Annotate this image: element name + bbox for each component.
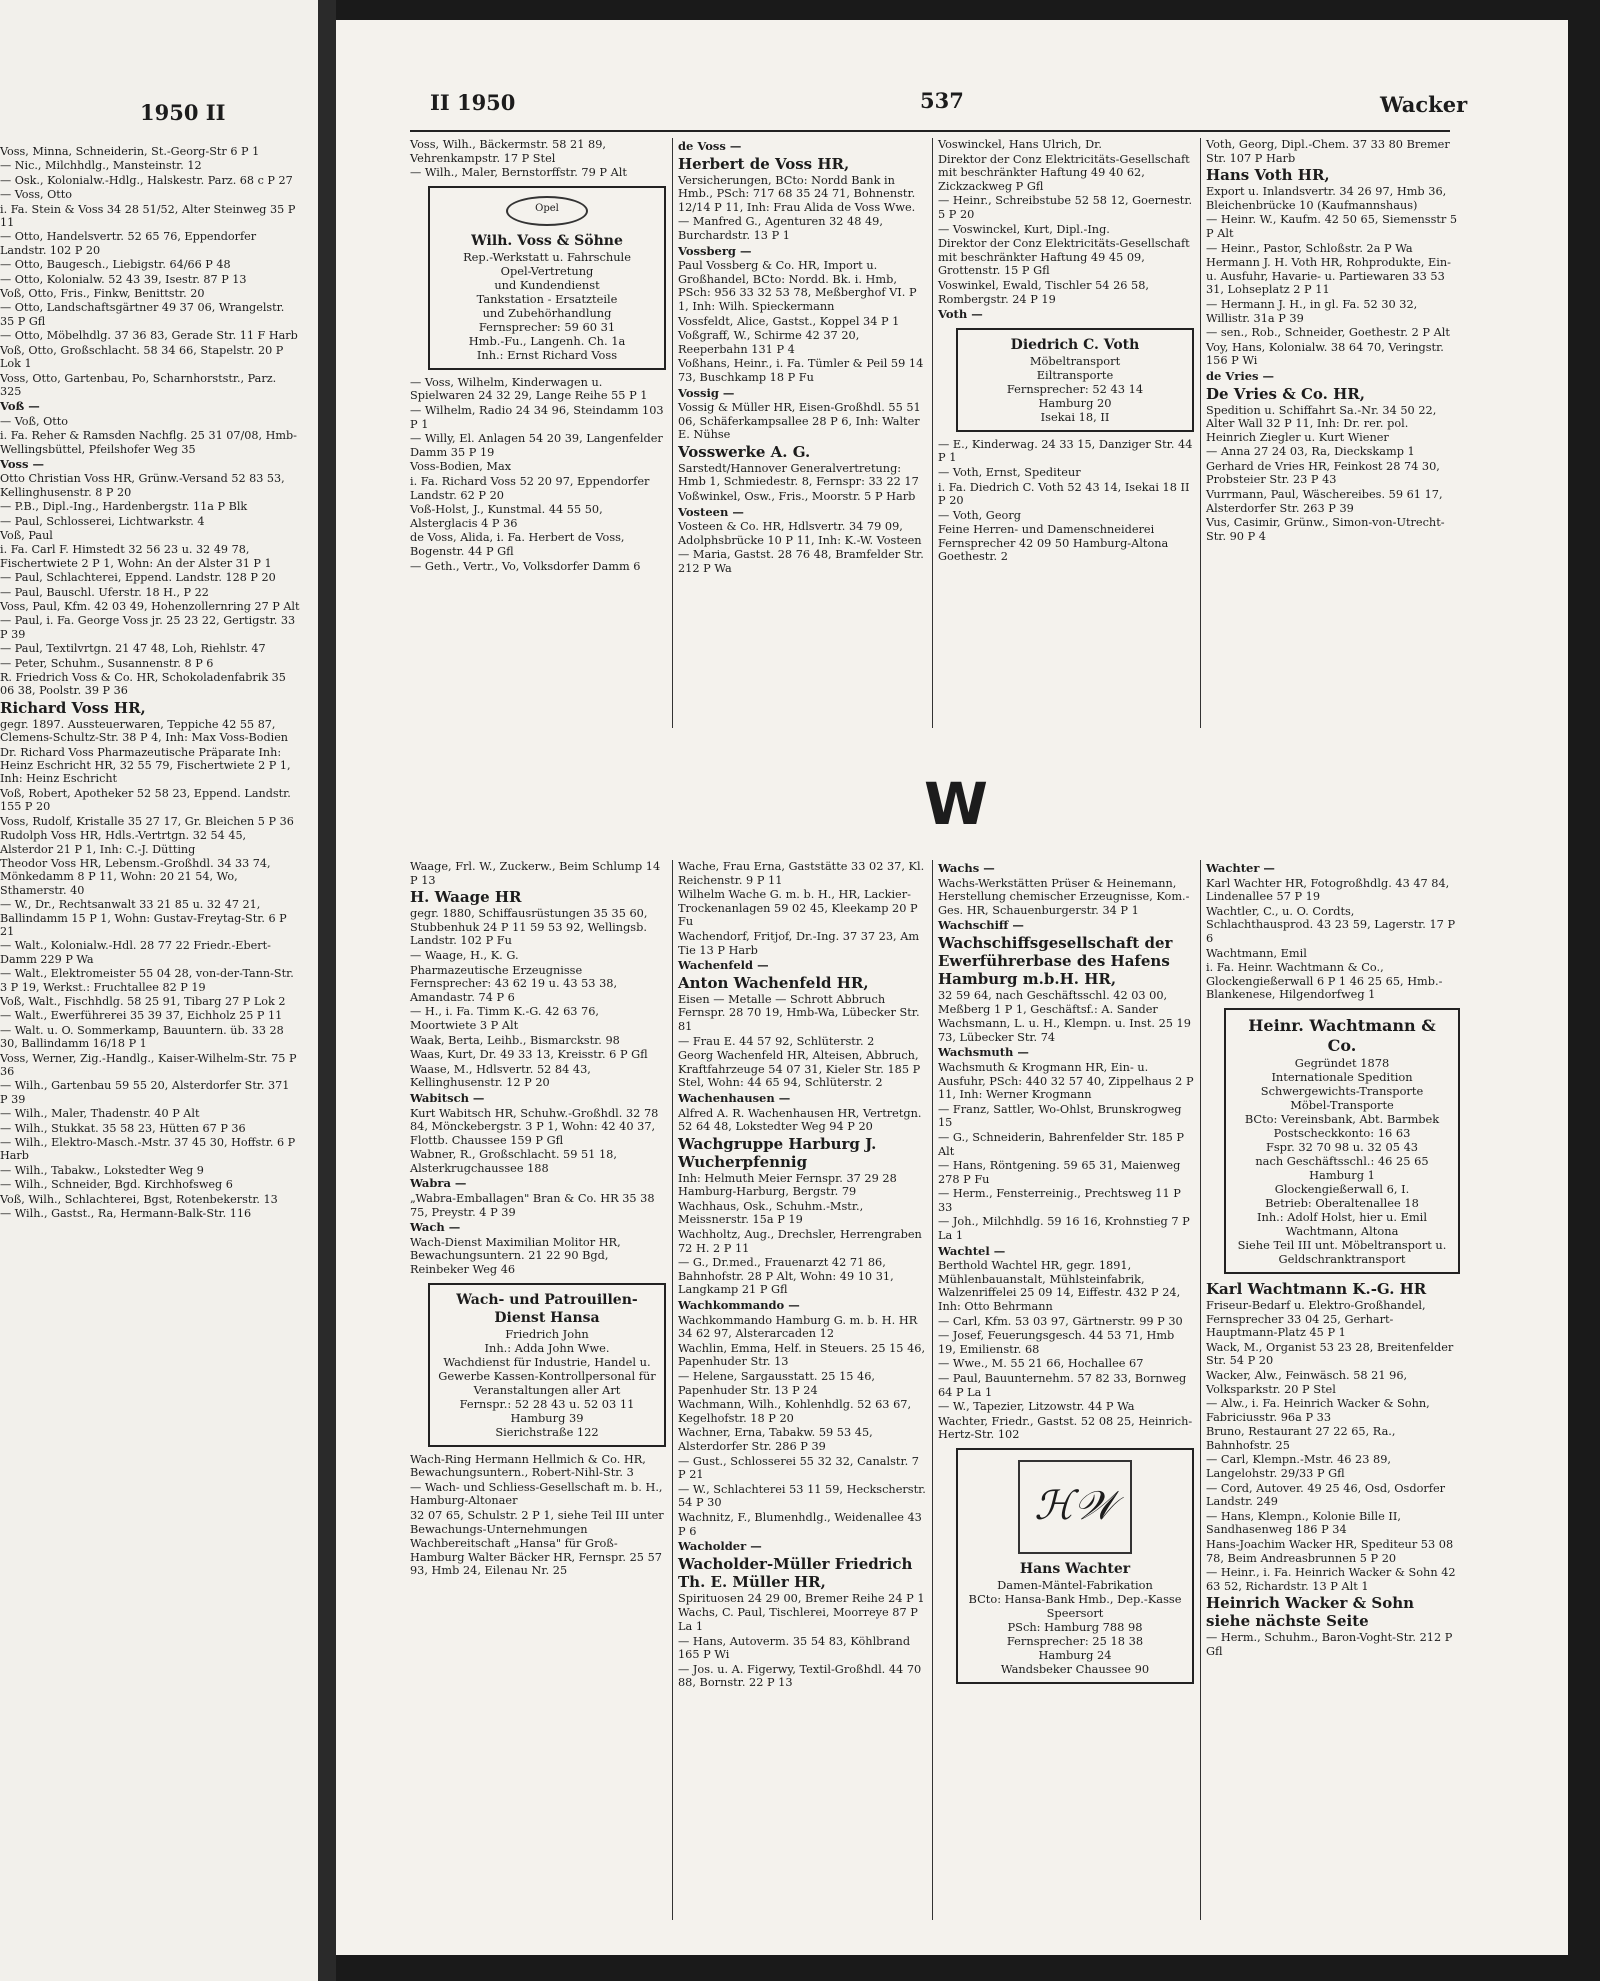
directory-entry: Friseur-Bedarf u. Elektro-Großhandel, Fernsprecher 33 04 25, Gerhart-Hauptmann-Platz 45 P 1: [1206, 1298, 1426, 1340]
directory-entry: Voßgraff, W., Schirme 42 37 20, Reeperbahn 131 P 4: [678, 329, 860, 356]
left-page: [0, 0, 318, 1981]
directory-entry: — Paul, i. Fa. George Voss jr. 25 23 22, Gertigstr. 33 P 39: [0, 614, 296, 641]
directory-entry: — Paul, Bauunternehm. 57 82 33, Bornweg 64 P La 1: [938, 1372, 1187, 1399]
directory-entry: Wachholtz, Aug., Drechsler, Herrengraben 72 H. 2 P 11: [678, 1228, 922, 1255]
ad-wach-dienst-hansa: [428, 1283, 666, 1447]
directory-entry: — Heinr., Pastor, Schloßstr. 2a P Wa: [1206, 241, 1413, 255]
directory-entry: — Hans, Autoverm. 35 54 83, Köhlbrand 165 P Wi: [678, 1634, 911, 1662]
directory-entry: — Wilh., Stukkat. 35 58 23, Hütten 67 P 36: [0, 1121, 246, 1135]
directory-entry: — Wilh., Maler, Bernstorffstr. 79 P Alt: [410, 166, 627, 180]
directory-entry: — Wilh., Schneider, Bgd. Kirchhofsweg 6: [0, 1178, 233, 1192]
directory-entry: Voßhans, Heinr., i. Fa. Tümler & Peil 59 14 73, Buschkamp 18 P Fu: [678, 357, 924, 384]
ad-line: Opel-Vertretung: [500, 263, 594, 278]
directory-entry: Voßwinkel, Osw., Fris., Moorstr. 5 P Harb: [678, 490, 916, 504]
directory-entry: de Voss —: [678, 139, 742, 153]
directory-entry: — Voss, Wilhelm, Kinderwagen u. Spielwaren 24 32 29, Lange Reihe 55 P 1: [410, 375, 648, 403]
ad-line: BCto: Vereinsbank, Abt. Barmbek: [1244, 1111, 1440, 1126]
directory-entry: Voß, Otto, Fris., Finkw, Benittstr. 20: [0, 287, 205, 301]
directory-entry: i. Fa. Diedrich C. Voth 52 43 14, Isekai 18 II P 20: [938, 480, 1190, 508]
directory-entry: Voss —: [0, 456, 44, 471]
directory-entry: Waas, Kurt, Dr. 49 33 13, Kreisstr. 6 P Gfl: [410, 1048, 648, 1062]
directory-entry: Vosteen —: [678, 504, 744, 519]
left-page-column: [0, 145, 300, 1221]
directory-entry: Hermann J. H. Voth HR, Rohprodukte, Ein- u. Ausfuhr, Havarie- u. Partiewaren 33 53 31, Lohseplatz 2 P 11: [1206, 256, 1451, 297]
directory-entry: Inh: Helmuth Meier Fernspr. 37 29 28 Hamburg-Harburg, Bergstr. 79: [678, 1171, 897, 1199]
ad-line: nach Geschäftsschl.: 46 25 65: [1255, 1153, 1429, 1168]
left-page-header: 1950 II: [140, 100, 226, 125]
directory-entry: Berthold Wachtel HR, gegr. 1891, Mühlenbauanstalt, Mühlsteinfabrik, Walzenriffelei 25 09 14, Eiffestr. 432 P 24, Inh: Otto Behrmann: [938, 1259, 1181, 1314]
directory-entry: Wachs —: [938, 861, 995, 875]
directory-entry: gegr. 1897. Aussteuerwaren, Teppiche 42 55 87, Clemens-Schultz-Str. 38 P 4, Inh: Max Voss-Bodien: [0, 717, 289, 745]
directory-entry: Hans-Joachim Wacker HR, Spediteur 53 08 78, Beim Andreasbrunnen 5 P 20: [1206, 1538, 1454, 1565]
ad-line: Tankstation - Ersatzteile: [476, 291, 618, 306]
directory-entry: — Voß, Otto: [0, 414, 69, 428]
directory-entry: Voß, Wilh., Schlachterei, Bgst, Rotenbekerstr. 13: [0, 1192, 278, 1206]
column-3-bottom: [938, 860, 1194, 1690]
directory-entry: Richard Voss HR,: [0, 698, 146, 717]
directory-entry: Wachs-Werkstätten Prüser & Heinemann, Herstellung chemischer Erzeugnisse, Kom.-Ges. HR, Schauenburgerstr. 34 P 1: [938, 876, 1190, 917]
opel-badge: Opel: [506, 196, 588, 226]
directory-entry: — Gust., Schlosserei 55 32 32, Canalstr. 7 P 21: [678, 1454, 919, 1482]
directory-entry: Wachsmuth & Krogmann HR, Ein- u. Ausfuhr, PSch: 440 32 57 40, Zippelhaus 2 P 11, Inh: Werner Krogmann: [938, 1060, 1194, 1102]
directory-entry: De Vries & Co. HR,: [1206, 384, 1365, 403]
column-4-bottom: [1206, 860, 1460, 1660]
directory-entry: — Heinr., i. Fa. Heinrich Wacker & Sohn 42 63 52, Richardstr. 13 P Alt 1: [1206, 1566, 1456, 1593]
directory-entry: — Walt. u. O. Sommerkamp, Bauuntern. üb. 33 28 30, Ballindamm 16/18 P 1: [0, 1023, 284, 1051]
directory-entry: — Voth, Georg: [938, 508, 1021, 522]
ad-line: Schwergewichts-Transporte: [1260, 1083, 1424, 1098]
directory-entry: Sarstedt/Hannover Generalvertretung: Hmb 1, Schmiedestr. 8, Fernspr: 33 22 17: [678, 461, 919, 489]
directory-entry: Wachendorf, Fritjof, Dr.-Ing. 37 37 23, Am Tie 13 P Harb: [678, 929, 920, 957]
directory-entry: Voß, Walt., Fischhdlg. 58 25 91, Tibarg 27 P Lok 2: [0, 994, 286, 1008]
directory-entry: Wabner, R., Großschlacht. 59 51 18, Alsterkrugchaussee 188: [410, 1148, 617, 1175]
directory-entry: Herbert de Voss HR,: [678, 154, 850, 173]
directory-entry: Rudolph Voss HR, Hdls.-Vertrtgn. 32 54 45, Alsterdor 21 P 1, Inh: C.-J. Dütting: [0, 829, 247, 856]
directory-entry: Wachkommando Hamburg G. m. b. H. HR 34 62 97, Alsterarcaden 12: [678, 1313, 918, 1341]
ad-line: Eiltransporte: [1036, 367, 1114, 382]
directory-entry: Gerhard de Vries HR, Feinkost 28 74 30, Probsteier Str. 23 P 43: [1206, 459, 1440, 487]
directory-entry: Voss, Rudolf, Kristalle 35 27 17, Gr. Bleichen 5 P 36: [0, 814, 294, 828]
hw-logo: ℋ𝒲: [1018, 1460, 1132, 1554]
directory-entry: — Otto, Kolonialw. 52 43 39, Isestr. 87 P 13: [0, 272, 247, 286]
column-3-top: [938, 138, 1194, 565]
directory-entry: Wach-Dienst Maximilian Molitor HR, Bewachungsuntern. 21 22 90 Bgd, Reinbeker Weg 46: [410, 1235, 621, 1277]
directory-entry: Voswinckel, Hans Ulrich, Dr.: [938, 138, 1102, 151]
ad-line: Internationale Spedition: [1271, 1069, 1413, 1084]
directory-entry: Wachner, Erna, Tabakw. 59 53 45, Alsterdorfer Str. 286 P 39: [678, 1426, 873, 1453]
directory-entry: Wabitsch —: [410, 1090, 485, 1105]
directory-entry: 32 07 65, Schulstr. 2 P 1, siehe Teil III unter Bewachungs-Unternehmungen: [410, 1509, 664, 1536]
ad-line: Hamburg 20: [1038, 395, 1112, 410]
directory-entry: Paul Vossberg & Co. HR, Import u. Großhandel, BCto: Nordd. Bk. i. Hmb, PSch: 956 33 32 53 78, Meßberghof VI. P 1, Inh: Wilh. Spieckermann: [678, 259, 917, 313]
page-number: 537: [920, 88, 964, 113]
directory-entry: — Wilh., Gartenbau 59 55 20, Alsterdorfer Str. 371 P 39: [0, 1079, 290, 1106]
directory-entry: Voss, Paul, Kfm. 42 03 49, Hohenzollernring 27 P Alt: [0, 600, 300, 613]
directory-entry: Karl Wachter HR, Fotogroßhdlg. 43 47 84, Lindenallee 57 P 19: [1206, 876, 1450, 904]
directory-entry: Direktor der Conz Elektricitäts-Gesellschaft mit beschränkter Haftung 49 45 09, Grottenstr. 15 P Gfl: [938, 237, 1190, 278]
ad-hans-wachter: [956, 1448, 1194, 1684]
directory-entry: — Anna 27 24 03, Ra, Dieckskamp 1: [1206, 445, 1415, 459]
directory-entry: Wachtmann, Emil: [1206, 946, 1307, 960]
ad-line: Fernsprecher: 59 60 31: [478, 319, 616, 334]
ad-heinr-wachtmann: [1224, 1008, 1460, 1274]
ad-line: Glockengießerwall 6, I.: [1274, 1181, 1410, 1196]
directory-entry: — Voswinckel, Kurt, Dipl.-Ing.: [938, 222, 1110, 236]
ad-line: Sierichstraße 122: [495, 1424, 599, 1439]
ad-line: Rep.-Werkstatt u. Fahrschule: [463, 249, 631, 264]
directory-entry: Wachlin, Emma, Helf. in Steuers. 25 15 46, Papenhuder Str. 13: [678, 1341, 926, 1369]
directory-entry: Bruno, Restaurant 27 22 65, Ra., Bahnhofstr. 25: [1206, 1425, 1396, 1452]
directory-entry: Voss, Otto, Gartenbau, Po, Scharnhorststr., Parz. 325: [0, 371, 277, 398]
directory-entry: — G., Schneiderin, Bahrenfelder Str. 185 P Alt: [938, 1130, 1185, 1158]
directory-entry: Vosteen & Co. HR, Hdlsvertr. 34 79 09, Adolphsbrücke 10 P 11, Inh: K.-W. Vosteen: [678, 520, 922, 547]
directory-entry: Vossberg —: [678, 243, 752, 258]
page-header-keyword: Wacker: [1380, 92, 1468, 117]
directory-entry: Wachkommando —: [678, 1298, 800, 1313]
ad-line: Fspr. 32 70 98 u. 32 05 43: [1265, 1139, 1419, 1154]
directory-entry: — G., Dr.med., Frauenarzt 42 71 86, Bahnhofstr. 28 P Alt, Wohn: 49 10 31, Langkamp 21 P Gfl: [678, 1256, 894, 1297]
ad-line: Friedrich John: [505, 1326, 589, 1341]
directory-entry: i. Fa. Reher & Ramsden Nachflg. 25 31 07/08, Hmb-Wellingsbüttel, Pfeilshofer Weg 35: [0, 429, 297, 456]
directory-entry: — Voss, Otto: [0, 188, 73, 202]
directory-entry: — Wilh., Elektro-Masch.-Mstr. 37 45 30, Hoffstr. 6 P Harb: [0, 1136, 296, 1163]
directory-entry: Wilhelm Wache G. m. b. H., HR, Lackier-Trockenanlagen 59 02 45, Kleekamp 20 P Fu: [678, 888, 918, 929]
directory-entry: i. Fa. Richard Voss 52 20 97, Eppendorfer Landstr. 62 P 20: [410, 474, 650, 502]
directory-entry: Wacholder —: [678, 1539, 762, 1554]
directory-entry: — W., Dr., Rechtsanwalt 33 21 85 u. 32 47 21, Ballindamm 15 P 1, Wohn: Gustav-Freytag-Str. 6 P 21: [0, 898, 287, 938]
directory-entry: de Vries —: [1206, 368, 1275, 383]
directory-entry: — Wilhelm, Radio 24 34 96, Steindamm 103 P 1: [410, 403, 664, 431]
directory-entry: gegr. 1880, Schiffausrüstungen 35 35 60, Stubbenhuk 24 P 11 59 53 92, Wellingsb. Landstr. 102 P Fu: [410, 907, 648, 948]
directory-entry: Wachenfeld —: [678, 958, 769, 973]
directory-entry: i. Fa. Heinr. Wachtmann & Co., Glockengießerwall 6 P 1 46 25 65, Hmb.-Blankenese, Hilgendorfweg 1: [1206, 961, 1443, 1002]
directory-entry: Wachgruppe Harburg J. Wucherpfennig: [678, 1134, 877, 1171]
directory-entry: Voß, Otto, Großschlacht. 58 34 66, Stapelstr. 20 P Lok 1: [0, 343, 284, 371]
directory-entry: Wache, Frau Erna, Gaststätte 33 02 37, Kl. Reichenstr. 9 P 11: [678, 860, 925, 887]
column-1-top: [410, 138, 666, 574]
directory-entry: — Otto, Möbelhdlg. 37 36 83, Gerade Str. 11 F Harb: [0, 329, 298, 343]
directory-entry: — Joh., Milchhdlg. 59 16 16, Krohnstieg 7 P La 1: [938, 1215, 1190, 1243]
directory-entry: — Franz, Sattler, Wo-Ohlst, Brunskrogweg 15: [938, 1102, 1182, 1130]
directory-entry: Voss, Minna, Schneiderin, St.-Georg-Str 6 P 1: [0, 145, 260, 158]
directory-entry: — Nic., Milchhdlg., Mansteinstr. 12: [0, 159, 202, 173]
ad-line: Hamburg 24: [1038, 1647, 1112, 1662]
directory-entry: Voss-Bodien, Max: [410, 460, 512, 474]
directory-entry: Heinrich Wacker & Sohn siehe nächste Seite: [1206, 1594, 1415, 1631]
ad-line: Inh.: Ernst Richard Voss: [476, 347, 618, 362]
directory-entry: Vosswerke A. G.: [678, 442, 811, 461]
ad-line: Hamburg 39: [510, 1410, 584, 1425]
directory-entry: Anton Wachenfeld HR,: [678, 973, 869, 992]
ad-wilh-voss: [428, 186, 666, 370]
directory-entry: — Paul, Bauschl. Uferstr. 18 H., P 22: [0, 585, 209, 599]
column-divider: [1200, 138, 1201, 728]
directory-entry: Alfred A. R. Wachenhausen HR, Vertretgn. 52 64 48, Lokstedter Weg 94 P 20: [678, 1106, 922, 1134]
directory-entry: — Hermann J. H., in gl. Fa. 52 30 32, Willistr. 31a P 39: [1206, 297, 1418, 325]
directory-entry: Karl Wachtmann K.-G. HR: [1206, 1279, 1427, 1298]
directory-entry: — Wilh., Tabakw., Lokstedter Weg 9: [0, 1163, 204, 1177]
ad-line: Isekai 18, II: [1040, 409, 1110, 424]
column-divider: [672, 138, 673, 728]
directory-entry: — Heinr. W., Kaufm. 42 50 65, Siemensstr 5 P Alt: [1206, 213, 1458, 240]
column-divider: [1200, 860, 1201, 1920]
header-rule: [410, 130, 1450, 132]
ad-line: PSch: Hamburg 788 98: [1007, 1619, 1143, 1634]
directory-entry: — Herm., Schuhm., Baron-Voght-Str. 212 P Gfl: [1206, 1631, 1453, 1658]
directory-entry: Waage, Frl. W., Zuckerw., Beim Schlump 14 P 13: [410, 860, 661, 887]
ad-line: und Kundendienst: [494, 277, 600, 292]
directory-entry: — Paul, Schlachterei, Eppend. Landstr. 128 P 20: [0, 571, 276, 585]
directory-entry: Wacker, Alw., Feinwäsch. 58 21 96, Volksparkstr. 20 P Stel: [1206, 1368, 1408, 1396]
ad-title: Wilh. Voss & Söhne: [471, 232, 623, 249]
directory-entry: — Otto, Landschaftsgärtner 49 37 06, Wrangelstr. 35 P Gfl: [0, 301, 285, 328]
directory-entry: Vossig —: [678, 385, 735, 400]
directory-entry: — Cord, Autover. 49 25 46, Osd, Osdorfer Landstr. 249: [1206, 1481, 1446, 1509]
directory-entry: Wach —: [410, 1220, 461, 1235]
ad-line: Inh.: Adolf Holst, hier u. Emil Wachtmann, Altona: [1257, 1209, 1427, 1238]
column-2-bottom: [678, 860, 926, 1691]
book-gutter: [318, 0, 336, 1981]
directory-entry: — Otto, Handelsvertr. 52 65 76, Eppendorfer Landstr. 102 P 20: [0, 230, 257, 257]
ad-line: Damen-Mäntel-Fabrikation: [997, 1577, 1153, 1592]
directory-entry: — Wwe., M. 55 21 66, Hochallee 67: [938, 1357, 1144, 1371]
directory-entry: Wachs, C. Paul, Tischlerei, Moorreye 87 P La 1: [678, 1606, 918, 1633]
directory-entry: Otto Christian Voss HR, Grünw.-Versand 52 83 53, Kellinghusenstr. 8 P 20: [0, 472, 285, 499]
directory-entry: Spirituosen 24 29 00, Bremer Reihe 24 P 1: [678, 1591, 925, 1605]
directory-entry: — Voth, Ernst, Spediteur: [938, 465, 1081, 479]
directory-entry: Wachnitz, F., Blumenhdlg., Weidenallee 43 P 6: [678, 1510, 922, 1538]
directory-entry: — Maria, Gastst. 28 76 48, Bramfelder Str. 212 P Wa: [678, 548, 924, 576]
directory-entry: Wach-Ring Hermann Hellmich & Co. HR, Bewachungsuntern., Robert-Nihl-Str. 3: [410, 1452, 646, 1480]
directory-entry: — Carl, Kfm. 53 03 97, Gärtnerstr. 99 P 30: [938, 1314, 1183, 1328]
directory-entry: — Hans, Röntgening. 59 65 31, Maienweg 278 P Fu: [938, 1159, 1181, 1186]
ad-line: Wandsbeker Chaussee 90: [1000, 1661, 1150, 1676]
directory-entry: i. Fa. Carl F. Himstedt 32 56 23 u. 32 49 78, Fischertwiete 2 P 1, Wohn: An der Alster 31 P 1: [0, 543, 272, 570]
directory-entry: Vurrmann, Paul, Wäschereibes. 59 61 17, Alsterdorfer Str. 263 P 39: [1206, 488, 1443, 515]
column-divider: [932, 138, 933, 728]
directory-entry: — Hans, Klempn., Kolonie Bille II, Sandhasenweg 186 P 34: [1206, 1509, 1401, 1537]
directory-entry: — Carl, Klempn.-Mstr. 46 23 89, Langelohstr. 29/33 P Gfl: [1206, 1453, 1391, 1481]
directory-entry: R. Friedrich Voss & Co. HR, Schokoladenfabrik 35 06 38, Poolstr. 39 P 36: [0, 671, 286, 698]
directory-entry: Eisen — Metalle — Schrott Abbruch Fernspr. 28 70 19, Hmb-Wa, Lübecker Str. 81: [678, 992, 920, 1033]
ad-line: Fernsprecher: 25 18 38: [1006, 1633, 1144, 1648]
directory-entry: — sen., Rob., Schneider, Goethestr. 2 P Alt: [1206, 326, 1450, 340]
ad-line: Wachdienst für Industrie, Handel u. Gewerbe Kassen-Kontrollpersonal für Veranstaltungen aller Art: [438, 1354, 656, 1397]
directory-entry: Wachter, Friedr., Gastst. 52 08 25, Heinrich-Hertz-Str. 102: [938, 1414, 1193, 1442]
directory-entry: Wachsmuth —: [938, 1045, 1029, 1060]
directory-entry: Voss, Wilh., Bäckermstr. 58 21 89, Vehrenkampstr. 17 P Stel: [410, 138, 606, 165]
directory-entry: — Walt., Ewerführerei 35 39 37, Eichholz 25 P 11: [0, 1009, 283, 1023]
directory-entry: Wachschiff —: [938, 918, 1024, 933]
directory-entry: — Peter, Schuhm., Susannenstr. 8 P 6: [0, 656, 214, 670]
directory-entry: — Geth., Vertr., Vo, Volksdorfer Damm 6: [410, 559, 641, 573]
directory-entry: Wabra —: [410, 1176, 467, 1191]
directory-entry: — H., i. Fa. Timm K.-G. 42 63 76, Moortwiete 3 P Alt: [410, 1005, 600, 1032]
directory-entry: — W., Schlachterei 53 11 59, Heckscherstr. 54 P 30: [678, 1482, 926, 1510]
directory-entry: — Herm., Fensterreinig., Prechtsweg 11 P 33: [938, 1187, 1181, 1214]
directory-entry: Feine Herren- und Damenschneiderei Fernsprecher 42 09 50 Hamburg-Altona Goethestr. 2: [938, 523, 1169, 564]
directory-entry: — Paul, Textilvrtgn. 21 47 48, Loh, Riehlstr. 47: [0, 642, 266, 656]
ad-line: Betrieb: Oberaltenallee 18: [1265, 1195, 1419, 1210]
ad-line: Postscheckkonto: 16 63: [1273, 1125, 1411, 1140]
directory-entry: Voß, Robert, Apotheker 52 58 23, Eppend. Landstr. 155 P 20: [0, 786, 291, 814]
directory-entry: Wachbereitschaft „Hansa" für Groß-Hamburg Walter Bäcker HR, Fernspr. 25 57 93, Hmb 24, Eilenau Nr. 25: [410, 1537, 662, 1578]
directory-entry: — Walt., Kolonialw.-Hdl. 28 77 22 Friedr.-Ebert-Damm 229 P Wa: [0, 939, 271, 966]
directory-entry: Wachhaus, Osk., Schuhm.-Mstr., Meissnerstr. 15a P 19: [678, 1199, 864, 1227]
directory-entry: Theodor Voss HR, Lebensm.-Großhdl. 34 33 74, Mönkedamm 8 P 11, Wohn: 20 21 54, Wo, Sthamerstr. 40: [0, 856, 271, 897]
directory-entry: Hans Voth HR,: [1206, 166, 1330, 185]
directory-entry: Vossfeldt, Alice, Gastst., Koppel 34 P 1: [678, 314, 900, 328]
directory-entry: — Willy, El. Anlagen 54 20 39, Langenfelder Damm 35 P 19: [410, 432, 663, 459]
directory-entry: — Otto, Baugesch., Liebigstr. 64/66 P 48: [0, 258, 231, 272]
ad-diedrich-voth: [956, 328, 1194, 432]
section-letter: W: [924, 770, 988, 838]
directory-entry: 32 59 64, nach Geschäftsschl. 42 03 00, Meßberg 1 P 1, Geschäftsf.: A. Sander: [938, 988, 1168, 1016]
directory-entry: — Frau E. 44 57 92, Schlüterstr. 2: [678, 1034, 875, 1048]
directory-entry: Voß-Holst, J., Kunstmal. 44 55 50, Alsterglacis 4 P 36: [410, 503, 603, 530]
directory-entry: — Wilh., Gastst., Ra, Hermann-Balk-Str. 116: [0, 1207, 252, 1221]
right-page: [336, 20, 1568, 1955]
ad-line: Inh.: Adda John Wwe.: [484, 1340, 610, 1355]
directory-entry: Voswinkel, Ewald, Tischler 54 26 58, Rombergstr. 24 P 19: [938, 278, 1150, 306]
column-1-bottom: [410, 860, 666, 1579]
directory-entry: Waase, M., Hdlsvertr. 52 84 43, Kellinghusenstr. 12 P 20: [410, 1062, 591, 1090]
ad-title: Heinr. Wachtmann & Co.: [1248, 1015, 1436, 1055]
page-header-year: II 1950: [430, 90, 516, 115]
directory-entry: Wachmann, Wilh., Kohlenhdlg. 52 63 67, Kegelhofstr. 18 P 20: [678, 1398, 912, 1425]
ad-line: und Zubehörhandlung: [482, 305, 612, 320]
ad-line: Hmb.-Fu., Langenh. Ch. 1a: [468, 333, 626, 348]
directory-entry: — Josef, Feuerungsgesch. 44 53 71, Hmb 19, Emilienstr. 68: [938, 1329, 1175, 1356]
ad-line: Siehe Teil III unt. Möbeltransport u. Geldschranktransport: [1237, 1237, 1447, 1266]
directory-entry: — Jos. u. A. Figerwy, Textil-Großhdl. 44 70 88, Bornstr. 22 P 13: [678, 1662, 922, 1690]
directory-entry: H. Waage HR: [410, 888, 522, 907]
column-divider: [672, 860, 673, 1920]
directory-entry: Direktor der Conz Elektricitäts-Gesellschaft mit beschränkter Haftung 49 40 62, Zickzackweg P Gfl: [938, 152, 1190, 193]
directory-entry: — Paul, Schlosserei, Lichtwarkstr. 4: [0, 514, 205, 528]
directory-entry: Wachschiffsgesellschaft der Ewerführerbase des Hafens Hamburg m.b.H. HR,: [938, 933, 1173, 988]
directory-entry: de Voss, Alida, i. Fa. Herbert de Voss, Bogenstr. 44 P Gfl: [410, 531, 625, 558]
column-divider: [932, 860, 933, 1920]
directory-entry: — Wach- und Schliess-Gesellschaft m. b. H., Hamburg-Altonaer: [410, 1480, 663, 1508]
directory-entry: — E., Kinderwag. 24 33 15, Danziger Str. 44 P 1: [938, 437, 1193, 465]
directory-entry: — Alw., i. Fa. Heinrich Wacker & Sohn, Fabriciusstr. 96a P 33: [1206, 1397, 1430, 1424]
directory-entry: Voß —: [0, 399, 40, 414]
directory-entry: — Osk., Kolonialw.-Hdlg., Halskestr. Parz. 68 c P 27: [0, 173, 293, 187]
ad-title: Diedrich C. Voth: [1010, 336, 1140, 353]
directory-entry: — Walt., Elektromeister 55 04 28, von-der-Tann-Str. 3 P 19, Werkst.: Fruchtallee 82 P 19: [0, 967, 294, 994]
directory-entry: Wack, M., Organist 53 23 28, Breitenfelder Str. 54 P 20: [1206, 1340, 1454, 1368]
directory-entry: i. Fa. Stein & Voss 34 28 51/52, Alter Steinweg 35 P 11: [0, 202, 296, 230]
directory-entry: Export u. Inlandsvertr. 34 26 97, Hmb 36, Bleichenbrücke 10 (Kaufmannshaus): [1206, 185, 1447, 212]
directory-entry: Spedition u. Schiffahrt Sa.-Nr. 34 50 22, Alter Wall 32 P 11, Inh: Dr. rer. pol. Heinrich Ziegler u. Kurt Wiener: [1206, 403, 1437, 444]
directory-entry: Wachenhausen —: [678, 1090, 791, 1105]
directory-entry: Vossig & Müller HR, Eisen-Großhdl. 55 51 06, Schäferkampsallee 28 P 6, Inh: Walter E. Nühse: [678, 401, 921, 442]
directory-entry: Voß, Paul: [0, 528, 53, 542]
directory-entry: — Helene, Sargausstatt. 25 15 46, Papenhuder Str. 13 P 24: [678, 1370, 876, 1397]
directory-entry: Georg Wachenfeld HR, Alteisen, Abbruch, Kraftfahrzeuge 54 07 31, Kieler Str. 185 P Stel, Wohn: 44 65 94, Schlüterstr. 2: [678, 1049, 921, 1090]
directory-entry: Voth, Georg, Dipl.-Chem. 37 33 80 Bremer Str. 107 P Harb: [1206, 138, 1450, 165]
directory-entry: — W., Tapezier, Litzowstr. 44 P Wa: [938, 1400, 1135, 1414]
ad-line: Möbel-Transporte: [1290, 1097, 1394, 1112]
directory-entry: Voth —: [938, 307, 983, 322]
ad-line: Hamburg 1: [1309, 1167, 1375, 1182]
directory-entry: Waak, Berta, Leihb., Bismarckstr. 98: [410, 1033, 620, 1047]
ad-line: Fernspr.: 52 28 43 u. 52 03 11: [459, 1396, 635, 1411]
directory-entry: Kurt Wabitsch HR, Schuhw.-Großhdl. 32 78 84, Mönckebergstr. 3 P 1, Wohn: 42 40 37, Flottb. Chaussee 159 P Gfl: [410, 1106, 659, 1147]
directory-entry: — Waage, H., K. G.: [410, 948, 519, 962]
ad-line: Fernsprecher: 52 43 14: [1006, 381, 1144, 396]
directory-entry: Vus, Casimir, Grünw., Simon-von-Utrecht-Str. 90 P 4: [1206, 516, 1445, 543]
ad-line: Gegründet 1878: [1294, 1055, 1390, 1070]
directory-entry: — Heinr., Schreibstube 52 58 12, Goernestr. 5 P 20: [938, 194, 1193, 221]
column-4-top: [1206, 138, 1460, 544]
ad-line: BCto: Hansa-Bank Hmb., Dep.-Kasse Speersort: [968, 1591, 1182, 1620]
directory-entry: Wachsmann, L. u. H., Klempn. u. Inst. 25 19 73, Lübecker Str. 74: [938, 1017, 1191, 1044]
directory-entry: — Manfred G., Agenturen 32 48 49, Burchardstr. 13 P 1: [678, 215, 883, 242]
directory-entry: Wacholder-Müller Friedrich Th. E. Müller HR,: [678, 1554, 913, 1591]
ad-line: Möbeltransport: [1029, 353, 1121, 368]
column-2-top: [678, 138, 926, 577]
directory-entry: Dr. Richard Voss Pharmazeutische Präparate Inh: Heinz Eschricht HR, 32 55 79, Fischertwiete 2 P 1, Inh: Heinz Eschricht: [0, 745, 291, 786]
directory-entry: Wachter —: [1206, 861, 1275, 875]
directory-entry: — Wilh., Maler, Thadenstr. 40 P Alt: [0, 1107, 200, 1121]
directory-entry: Voy, Hans, Kolonialw. 38 64 70, Veringstr. 156 P Wi: [1206, 340, 1444, 368]
ad-title: Hans Wachter: [1019, 1560, 1131, 1577]
directory-entry: Wachtler, C., u. O. Cordts, Schlachthausprod. 43 23 59, Lagerstr. 17 P 6: [1206, 904, 1456, 945]
directory-entry: Voss, Werner, Zig.-Handlg., Kaiser-Wilhelm-Str. 75 P 36: [0, 1051, 297, 1078]
directory-entry: Wachtel —: [938, 1243, 1006, 1258]
directory-entry: „Wabra-Emballagen" Bran & Co. HR 35 38 75, Preystr. 4 P 39: [410, 1192, 655, 1219]
ad-title: Wach- und Patrouillen-Dienst Hansa: [456, 1291, 638, 1326]
directory-entry: Pharmazeutische Erzeugnisse Fernsprecher: 43 62 19 u. 43 53 38, Amandastr. 74 P 6: [410, 963, 618, 1004]
directory-entry: Versicherungen, BCto: Nordd Bank in Hmb., PSch: 717 68 35 24 71, Bohnenstr. 12/14 P 11, Inh: Frau Alida de Voss Wwe.: [678, 173, 916, 214]
directory-entry: — P.B., Dipl.-Ing., Hardenbergstr. 11a P Blk: [0, 500, 248, 514]
